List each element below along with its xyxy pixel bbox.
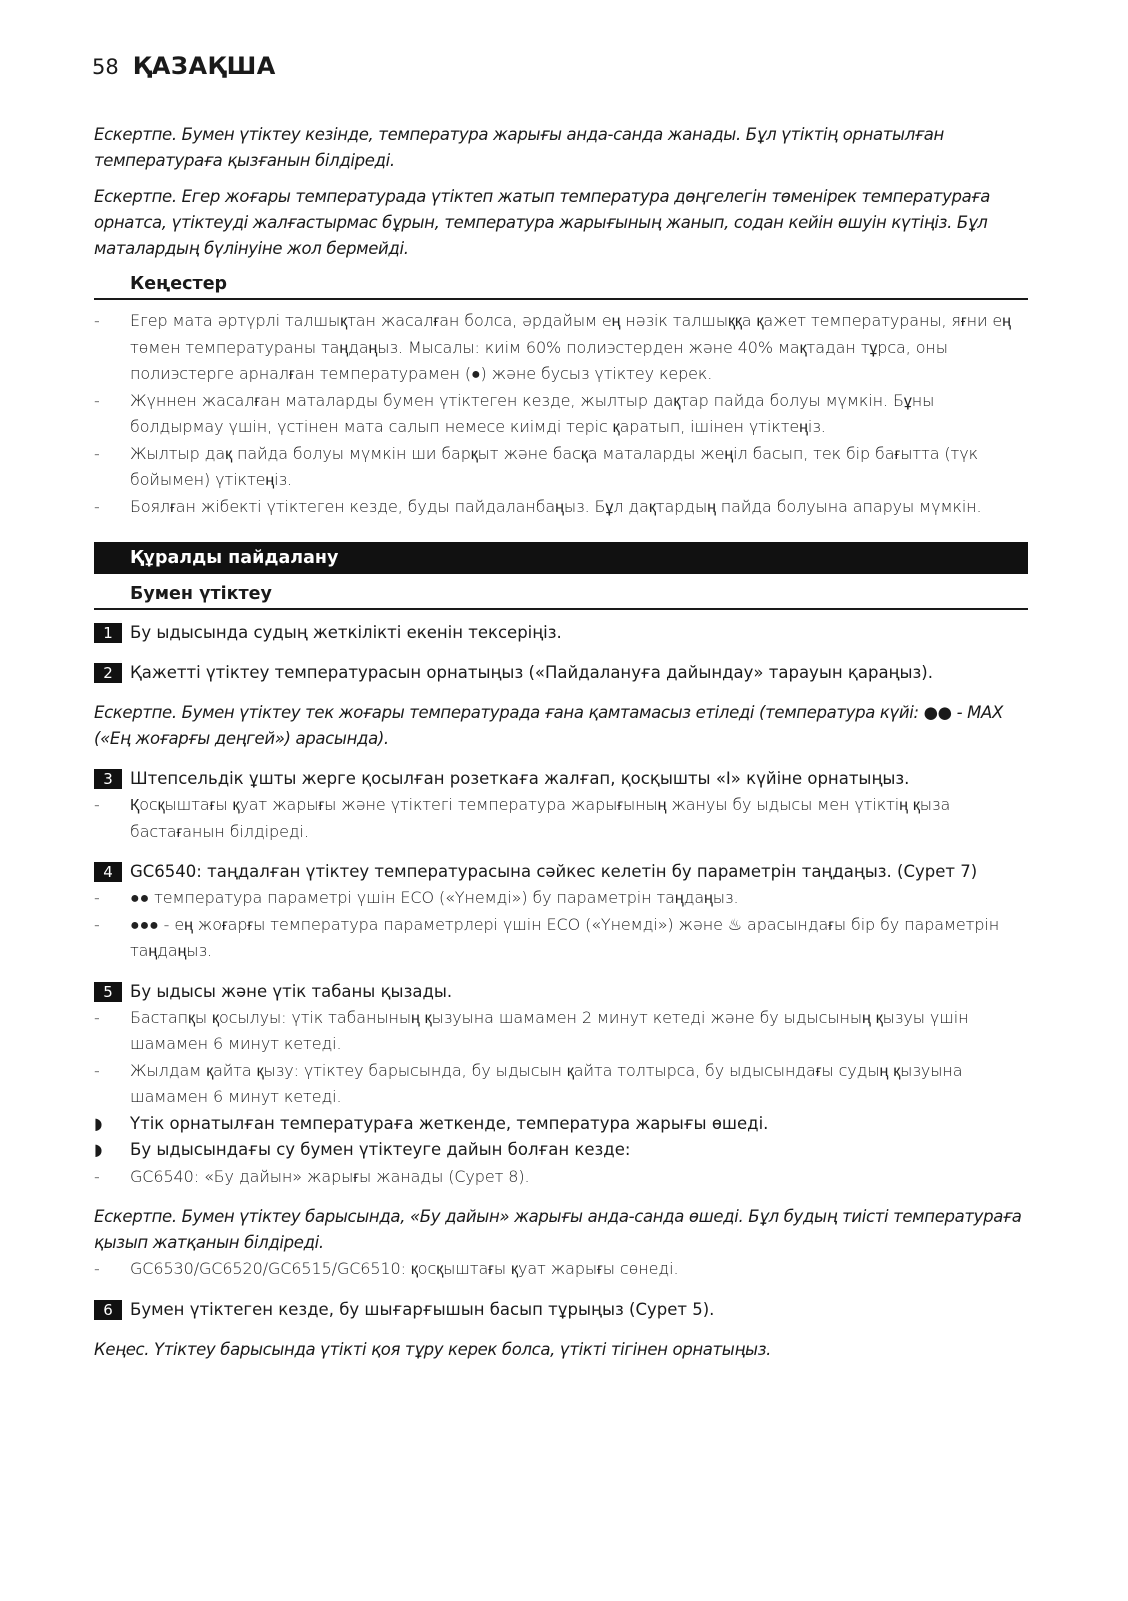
note-paragraph: Ескертпе. Бумен үтіктеу кезінде, температура жарығы анда-санда жанады. Бұл үтіктің орнатылған температураға қызғанын білдіреді. [94,125,944,170]
step-number: 2 [94,663,122,683]
step-number: 3 [94,769,122,789]
language-title: ҚАЗАҚША [132,52,276,80]
step-5-bullets [94,1005,1028,1111]
list-item: - Жүннен жасалған маталарды бумен үтіктеген кезде, жылтыр дақтар пайда болуы мүмкін. Бұны болдырмау үшін, үстінен мата салып немесе киімді теріс қаратып, ішінен үтіктеңіз. [94,390,935,436]
step-number: 6 [94,1300,122,1320]
list-item: - Бастапқы қосылуы: үтік табанының қызуына шамамен 2 минут кетеді және бу ыдысының қызуы үшін шамамен 6 минут кетеді. [94,1007,969,1053]
step-3-bullets [94,792,1028,845]
step-text: Штепсельдік ұшты жерге қосылған розеткаға жалғап, қосқышты «I» күйіне орнатыңыз. [130,769,910,788]
result-item: ◗ Бу ыдысындағы су бумен үтіктеуге дайын болған кезде: [94,1137,1028,1164]
tips-heading: Кеңестер [94,272,1028,300]
tip-paragraph: Кеңес. Үтіктеу барысында үтікті қоя тұру керек болса, үтікті тігінен орнатыңыз. [94,1339,772,1359]
page-number: 58 [92,55,119,79]
note-paragraph: Ескертпе. Бумен үтіктеу тек жоғары температурада ғана қамтамасыз етіледі (температура күйі: ●● - MAX («Ең жоғарғы деңгей») арасында). [94,703,1003,748]
list-item: - Егер мата әртүрлі талшықтан жасалған болса, әрдайым ең нәзік талшыққа қажет температураны, яғни ең төмен температураны таңдаңыз. Мысалы: киім 60% полиэстерден және 40% мақтадан тұрса, оны полиэстерге арналған температурамен (●) және бусыз үтіктеу керек. [94,311,1011,383]
step-text: GC6540: таңдалған үтіктеу температурасына сәйкес келетін бу параметрін таңдаңыз. (Сурет 7) [130,862,978,881]
page-header [92,52,276,80]
note-paragraph: Ескертпе. Бумен үтіктеу барысында, «Бу дайын» жарығы анда-санда өшеді. Бұл будың тиісті температураға қызып жатқанын білдіреді. [94,1207,1022,1252]
list-item: - Жылдам қайта қызу: үтіктеу барысында, бу ыдысын қайта толтырса, бу ыдысындағы судың қызуына шамамен 6 минут кетеді. [94,1060,963,1106]
step-text: Бу ыдысы және үтік табаны қызады. [130,981,453,1001]
list-item: - Жылтыр дақ пайда болуы мүмкін ши барқыт және басқа маталарды жеңіл басып, тек бір бағытта (түк бойымен) үтіктеңіз. [94,443,978,489]
step-6 [94,1297,1028,1323]
step-3 [94,766,1028,792]
result-arrow-icon: ◗ [94,1140,103,1159]
step-number: 5 [94,982,122,1002]
list-item: - ●● температура параметрі үшін ECO («Үнемді») бу параметрін таңдаңыз. [94,888,739,907]
list-item: - GC6530/GC6520/GC6515/GC6510: қосқыштағы қуат жарығы сөнеді. [94,1259,679,1278]
step-5-after-note [94,1256,1028,1283]
step-5 [94,979,1028,1005]
result-arrow-icon: ◗ [94,1113,103,1133]
step-5-after-results [94,1164,1028,1191]
step-text: Бумен үтіктеген кезде, бу шығарғышын басып тұрыңыз (Сурет 5). [130,1299,715,1319]
list-item: - GC6540: «Бу дайын» жарығы жанады (Сурет 8). [94,1166,530,1186]
list-item: - ●●● - ең жоғарғы температура параметрлері үшін ECO («Үнемді») және ♨ арасындағы бір бу параметрін таңдаңыз. [94,914,1000,960]
note-paragraph: Ескертпе. Егер жоғары температурада үтіктеп жатып температура дөңгелегін төменірек температураға орнатса, үтіктеуді жалғастырмас бұрын, температура жарығының жанып, содан кейін өшуін күтіңіз. Бұл маталардың бүлінуіне жол бермейді. [94,187,990,258]
step-text: Бу ыдысында судың жеткілікті екенін тексеріңіз. [130,623,562,642]
result-item: ◗ Үтік орнатылған температураға жеткенде, температура жарығы өшеді. [94,1111,1028,1138]
subsection-heading: Бумен үтіктеу [94,582,1028,610]
step-1 [94,620,1028,646]
step-number: 4 [94,862,122,882]
step-4-bullets [94,885,1028,965]
step-4 [94,859,1028,885]
tips-list [94,308,1028,520]
step-text: Қажетті үтіктеу температурасын орнатыңыз («Пайдалануға дайындау» тарауын қараңыз). [130,663,933,682]
list-item: - Боялған жібекті үтіктеген кезде, буды пайдаланбаңыз. Бұл дақтардың пайда болуына апаруы мүмкін. [94,496,982,516]
list-item: - Қосқыштағы қуат жарығы және үтіктегі температура жарығының жануы бу ыдысы мен үтіктің қыза бастағанын білдіреді. [94,795,951,841]
step-2 [94,660,1028,686]
step-number: 1 [94,623,122,643]
page-content [94,122,1028,1373]
section-title: Құралды пайдалану [94,542,1028,574]
